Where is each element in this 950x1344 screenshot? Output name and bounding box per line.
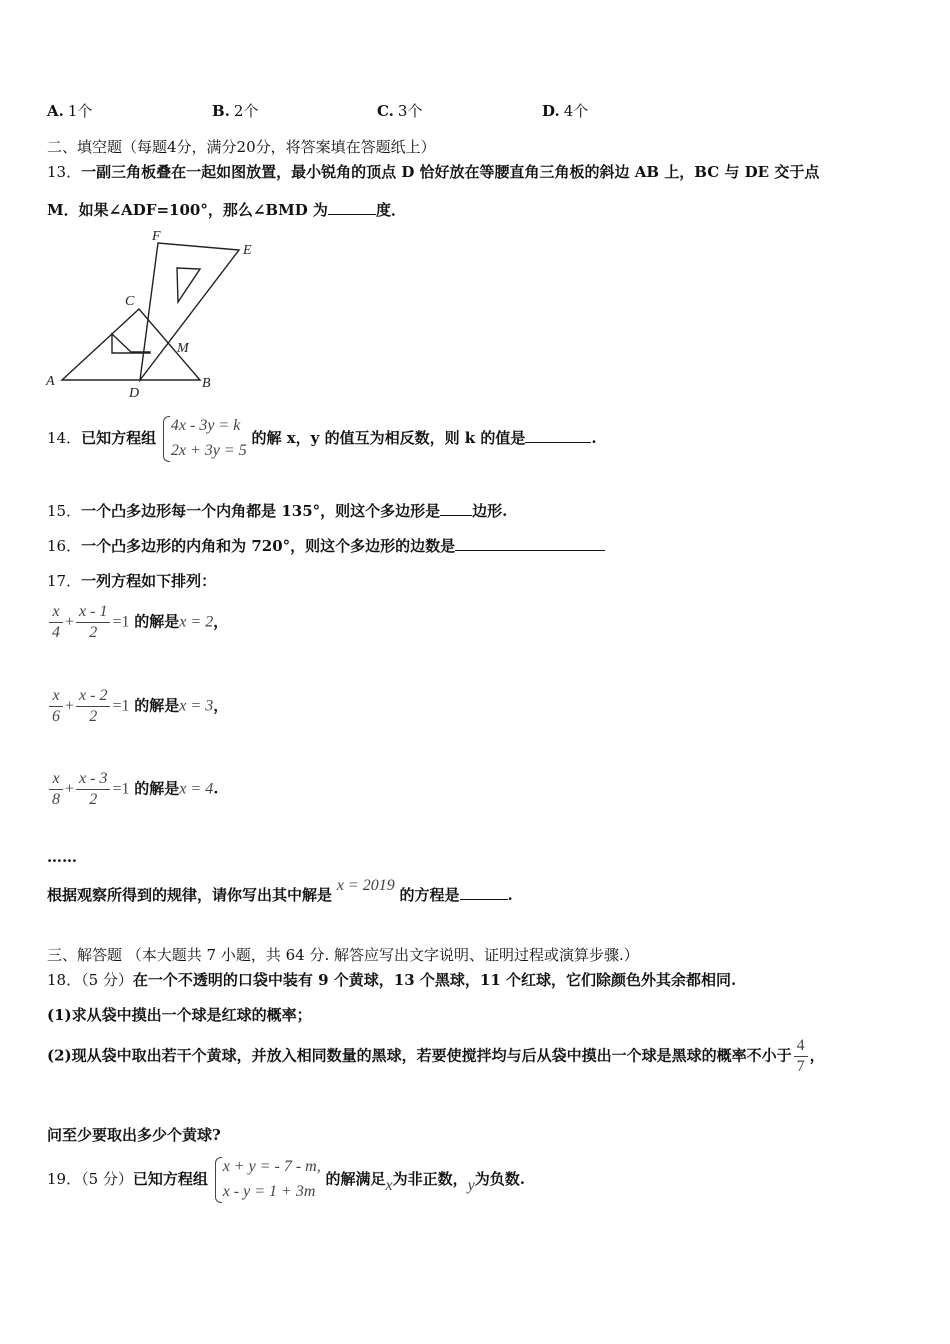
q15-text: 一个凸多边形每一个内角都是 135°，则这个多边形是 (81, 502, 441, 520)
q17-text: 一列方程如下排列： (81, 572, 217, 590)
thirty-sixty-triangle (140, 243, 239, 380)
q13-answer-blank (328, 214, 376, 215)
fraction-3b: $\frac{x - 3}{2}$ (76, 769, 110, 810)
q18-line (47, 969, 736, 990)
q13-text-line2: M．如果∠ADF=100°，那么∠BMD 为 (47, 201, 328, 219)
label-a: A (46, 374, 55, 389)
label-d: D (129, 386, 140, 400)
q17-equation-row-3: $\frac{x}{8}$ + $\frac{x - 3}{2}$ =1 的解是x = 4. (47, 769, 218, 810)
solution-3: x = 4 (179, 780, 214, 798)
q17-ellipsis: …… (47, 848, 77, 866)
q17-answer-blank (460, 899, 508, 900)
q14-tail: . (591, 428, 597, 447)
option-a: A. 1个 (47, 102, 93, 120)
fraction-1a: $\frac{x}{4}$ (49, 602, 63, 643)
q16-line (47, 535, 605, 556)
q14-pre: 已知方程组 (81, 428, 157, 447)
section3-heading: 三、解答题 （本大题共 7 小题，共 64 分. 解答应写出文字说明、证明过程或演算步骤.） (47, 946, 639, 964)
solution-1: x = 2 (179, 613, 214, 631)
q13-line1 (47, 161, 819, 182)
label-f: F (152, 229, 161, 244)
q13-text-line1: 一副三角板叠在一起如图放置，最小锐角的顶点 D 恰好放在等腰直角三角板的斜边 AB 上，BC 与 DE 交于点 (81, 163, 820, 181)
section2-heading: 二、填空题（每题4分，满分20分，将答案填在答题纸上） (47, 138, 436, 156)
fraction-1b: $\frac{x - 1}{2}$ (76, 602, 110, 643)
q19-equation-system (213, 1155, 321, 1205)
fraction-2a: $\frac{x}{6}$ (49, 686, 63, 727)
q13-triangle-figure (40, 225, 270, 400)
small-inner-triangle-right (177, 268, 200, 302)
option-d: D. 4个 (542, 102, 589, 120)
label-m: M (177, 341, 189, 356)
q19-pre: 已知方程组 (132, 1169, 208, 1188)
q13-line2 (47, 199, 406, 220)
q14-equation-system (161, 414, 247, 464)
q18-score: （5 分） (81, 971, 133, 989)
option-b: B. 2个 (212, 102, 259, 120)
q17-equation-row-1: $\frac{x}{4}$ + $\frac{x - 1}{2}$ =1 的解是x = 2， (47, 602, 228, 643)
q17-line (47, 570, 216, 591)
q17-final-solution: x = 2019 (336, 877, 395, 894)
q14-eq1: 4x - 3y = k (170, 417, 241, 434)
q19-number: 19． (47, 1169, 82, 1188)
q15-answer-blank (440, 515, 472, 516)
q14-number: 14． (47, 428, 82, 447)
q17-equation-row-2: $\frac{x}{6}$ + $\frac{x - 2}{2}$ =1 的解是x = 3， (47, 686, 228, 727)
q18-fraction: $\frac{4}{7}$ (794, 1036, 808, 1077)
fraction-3a: $\frac{x}{8}$ (49, 769, 63, 810)
label-e: E (243, 243, 252, 258)
q15-number: 15． (47, 502, 82, 520)
q18-number: 18． (47, 971, 82, 989)
q19-eq1: x + y = - 7 - m, (222, 1158, 321, 1175)
q17-final-line: 根据观察所得到的规律，请你写出其中解是 x = 2019 的方程是 . (47, 877, 513, 904)
q19-eq2: x - y = 1 + 3m (222, 1182, 316, 1200)
q14-answer-blank (525, 442, 591, 443)
q19-score: （5 分） (81, 1169, 133, 1188)
solution-2: x = 3 (179, 697, 214, 715)
label-c: C (125, 294, 135, 309)
q15-tail: 边形. (472, 502, 508, 520)
q13-tail: 度． (375, 201, 406, 219)
q16-text: 一个凸多边形的内角和为 720°，则这个多边形的边数是 (81, 537, 456, 555)
q15-line (47, 500, 507, 521)
q16-number: 16． (47, 537, 82, 555)
q18-part2: (2)现从袋中取出若干个黄球，并放入相同数量的黑球，若要使搅拌均与后从袋中摸出一个球是黑球的概率不小于 $\frac{4}{7}$ ， (47, 1037, 825, 1075)
q18-part3: 问至少要取出多少个黄球? (47, 1126, 221, 1144)
option-c: C. 3个 (377, 102, 423, 120)
q19-line: 19．（5 分）已知方程组 x + y = - 7 - m, x - y = 1 + 3m 的解满足x为非正数，y为负数. (47, 1155, 525, 1205)
q16-answer-blank (455, 550, 605, 551)
label-b: B (202, 376, 211, 391)
q18-part1: (1)求从袋中摸出一个球是红球的概率； (47, 1006, 312, 1024)
q14-post: 的解 x，y 的值互为相反数，则 k 的值是 (251, 428, 526, 447)
q18-text: 在一个不透明的口袋中装有 9 个黄球，13 个黑球，11 个红球，它们除颜色外其余都相同. (132, 971, 737, 989)
q17-number: 17． (47, 572, 82, 590)
q14-eq2: 2x + 3y = 5 (170, 441, 247, 459)
q13-number: 13． (47, 163, 82, 181)
fraction-2b: $\frac{x - 2}{2}$ (76, 686, 110, 727)
q14-line (47, 414, 597, 464)
